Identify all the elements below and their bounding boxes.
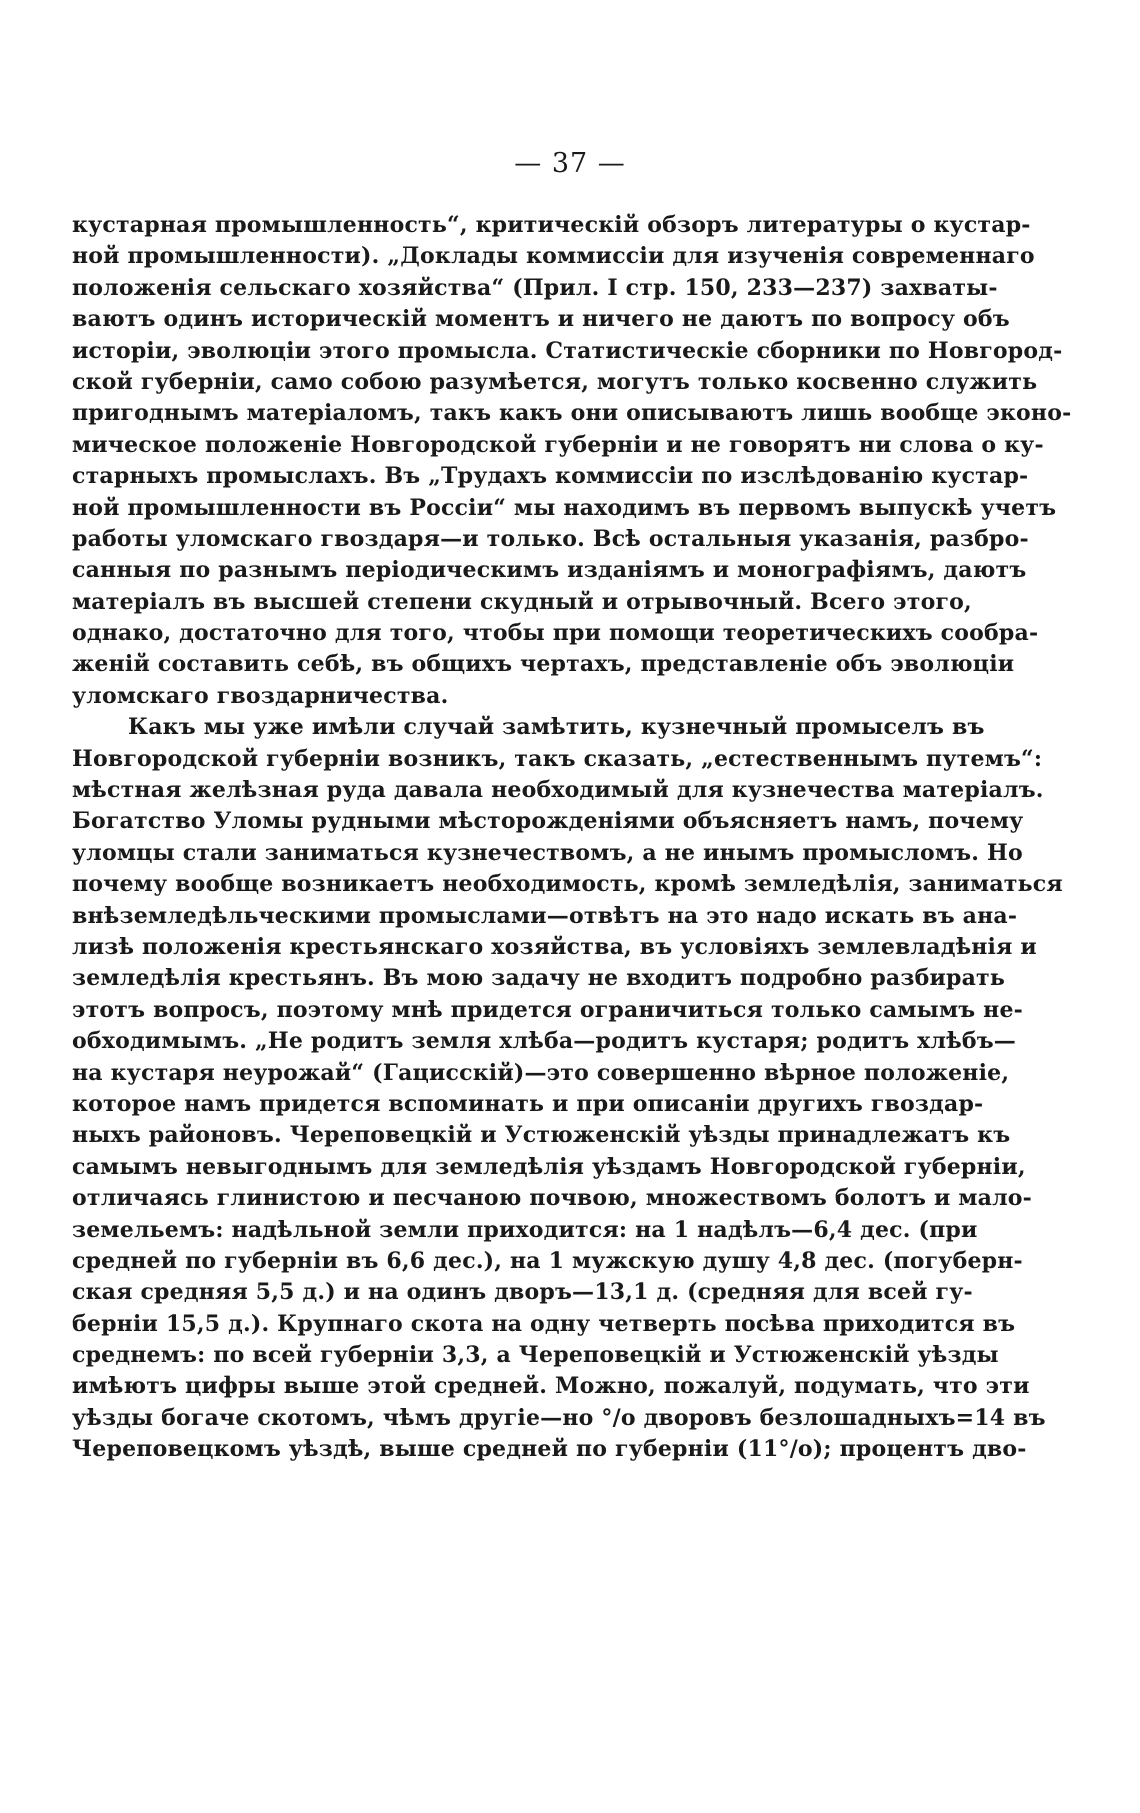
- text-line: ваютъ одинъ историческій моментъ и ничего не даютъ по вопросу объ: [72, 306, 1010, 333]
- text-line: внѣземледѣльческими промыслами—отвѣтъ на это надо искать въ ана-: [72, 902, 1018, 929]
- text-line: почему вообще возникаетъ необходимость, кромѣ земледѣлія, заниматься: [72, 871, 1063, 898]
- text-line: Череповецкомъ уѣздѣ, выше средней по губерніи (11°/о); процентъ дво-: [72, 1436, 1027, 1463]
- text-line: ская средняя 5,5 д.) и на одинъ дворъ—13,1 д. (средняя для всей гу-: [72, 1279, 973, 1306]
- text-line: положенія сельскаго хозяйства“ (Прил. I стр. 150, 233—237) захваты-: [72, 274, 998, 301]
- page-number: — 37 —: [514, 148, 626, 179]
- text-line: Какъ мы уже имѣли случай замѣтить, кузнечный промыселъ въ: [128, 714, 985, 741]
- text-line: ской губерніи, само собою разумѣется, могутъ только косвенно служить: [72, 368, 1038, 395]
- text-line: мѣстная желѣзная руда давала необходимый для кузнечества матеріалъ.: [72, 777, 1044, 804]
- text-line: работы уломскаго гвоздаря—и только. Всѣ остальныя указанія, разбро-: [72, 525, 1029, 552]
- text-line: обходимымъ. „Не родитъ земля хлѣба—родитъ кустаря; родитъ хлѣбъ—: [72, 1028, 1017, 1055]
- text-line: ной промышленности). „Доклады коммиссіи для изученія современнаго: [72, 243, 1035, 270]
- text-line: исторіи, эволюціи этого промысла. Статистическіе сборники по Новгород-: [72, 337, 1063, 364]
- text-line: которое намъ придется вспоминать и при описаніи другихъ гвоздар-: [72, 1090, 984, 1117]
- text-line: берніи 15,5 д.). Крупнаго скота на одну четверть посѣва приходится въ: [72, 1310, 1016, 1337]
- text-line: однако, достаточно для того, чтобы при помощи теоретическихъ сообра-: [72, 620, 1039, 647]
- text-line: самымъ невыгоднымъ для земледѣлія уѣздамъ Новгородской губерніи,: [72, 1153, 1026, 1180]
- text-line: мическое положеніе Новгородской губерніи и не говорятъ ни слова о ку-: [72, 431, 1044, 458]
- text-line: пригоднымъ матеріаломъ, такъ какъ они описываютъ лишь вообще эконо-: [72, 400, 1072, 427]
- text-line: матеріалъ въ высшей степени скудный и отрывочный. Всего этого,: [72, 588, 972, 615]
- text-line: средней по губерніи въ 6,6 дес.), на 1 мужскую душу 4,8 дес. (погуберн-: [72, 1247, 1023, 1274]
- text-line: имѣютъ цифры выше этой средней. Можно, пожалуй, подумать, что эти: [72, 1373, 1030, 1400]
- text-line: уломскаго гвоздарничества.: [72, 682, 449, 709]
- text-line: кустарная промышленность“, критическій обзоръ литературы о кустар-: [72, 212, 1031, 238]
- text-line: среднемъ: по всей губерніи 3,3, а Череповецкій и Устюженскій уѣзды: [72, 1342, 999, 1369]
- text-line: земледѣлія крестьянъ. Въ мою задачу не входитъ подробно разбирать: [72, 965, 1005, 992]
- text-line: ныхъ районовъ. Череповецкій и Устюженскій уѣзды принадлежатъ къ: [72, 1122, 1011, 1149]
- text-line: этотъ вопросъ, поэтому мнѣ придется ограничиться только самымъ не-: [72, 996, 1024, 1023]
- paragraph: [72, 712, 1063, 1465]
- text-line: на кустаря неурожай“ (Гацисскій)—это совершенно вѣрное положеніе,: [72, 1059, 1010, 1086]
- text-line: уѣзды богаче скотомъ, чѣмъ другіе—но °/о дворовъ безлошадныхъ=14 въ: [72, 1404, 1046, 1431]
- text-line: Новгородской губерніи возникъ, такъ сказать, „естественнымъ путемъ“:: [72, 745, 1043, 772]
- text-line: старныхъ промыслахъ. Въ „Трудахъ коммиссіи по изслѣдованію кустар-: [72, 463, 1029, 490]
- text-line: отличаясь глинистою и песчаною почвою, множествомъ болотъ и мало-: [72, 1185, 1033, 1212]
- text-line: Богатство Уломы рудными мѣсторожденіями объясняетъ намъ, почему: [72, 808, 1024, 835]
- text-line: земельемъ: надѣльной земли приходится: на 1 надѣлъ—6,4 дес. (при: [72, 1216, 978, 1243]
- text-line: женій составить себѣ, въ общихъ чертахъ, представленіе объ эволюціи: [72, 651, 1015, 678]
- text-line: уломцы стали заниматься кузнечествомъ, а не инымъ промысломъ. Но: [72, 839, 1023, 866]
- paragraph: [72, 210, 1072, 712]
- text-line: санныя по разнымъ періодическимъ изданіямъ и монографіямъ, даютъ: [72, 557, 1027, 584]
- text-line: ной промышленности въ Россіи“ мы находимъ въ первомъ выпускѣ учетъ: [72, 494, 1057, 521]
- body-text: [72, 210, 1072, 1466]
- text-line: лизѣ положенія крестьянскаго хозяйства, въ условіяхъ землевладѣнія и: [72, 933, 1037, 960]
